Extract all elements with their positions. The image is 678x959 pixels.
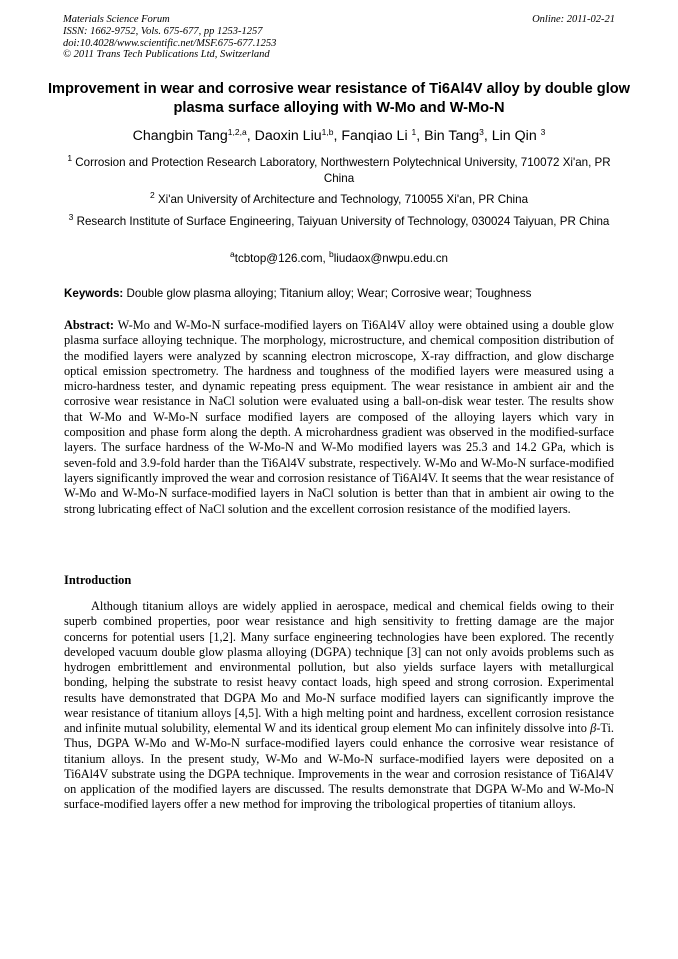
section-heading-introduction: Introduction [64,573,132,587]
online-date: Online: 2011-02-21 [532,14,615,25]
author-separator: , [333,128,342,144]
email-link[interactable]: tcbtop@126.com [234,252,323,265]
paper-title: Improvement in wear and corrosive wear resistance of Ti6Al4V alloy by double glow plasma surface alloying with W-Mo and W-Mo-N [47,81,631,116]
doi-line: doi:10.4028/www.scientific.net/MSF.675-677.1253 [63,37,277,49]
email-link[interactable]: liudaox@nwpu.edu.cn [333,252,448,265]
affiliation-mark: 3 [68,212,74,222]
introduction-paragraph [64,599,614,813]
email-mark: b [329,249,334,259]
email-separator: , [322,252,329,265]
introduction-text-continued: -Ti. Thus, DGPA W-Mo and W-Mo-N surface-modified layers could enhance the corrosive wear resistance of titanium alloys. In the present study, W-Mo and W-Mo-N surface-modified layers were deposited on a Ti6Al4V substrate using the DGPA technique. Improvements in the wear and corrosion resistance of Ti6Al4V on application of the modified layers are discussed. The results demonstrate that DGPA W-Mo and W-Mo-N surface-modified layers offer a new method for improving the tribological properties of titanium alloys. [64,721,614,812]
journal-name: Materials Science Forum [63,14,170,25]
email-mark: a [229,249,235,259]
author-name: Changbin Tang [132,128,228,144]
author-affiliation-mark: 3 [479,127,484,137]
author-name: Bin Tang [424,128,480,144]
abstract-text: W-Mo and W-Mo-N surface-modified layers on Ti6Al4V alloy were obtained using a double glow plasma surface alloying technique. The morphology, microstructure, and chemical composition distribution of the modified layers were analyzed by scanning electron microscope, X-ray diffraction, and glow discharge optical emission spectrometry. The hardness and toughness of the modified layers were measured using a micro-hardness tester, and dynamic repeating press equipment. The wear resistance in ambient air and the corrosive wear resistance in NaCl solution were evaluated using a ball-on-disk wear tester. The results show that W-Mo and W-Mo-N surface modified layers are composed of the alloying layers which vary in composition and phase form along the depth. A microhardness gradient was observed in the modified-surface layers. The surface hardness of the W-Mo-N and W-Mo modified layers was 25.3 and 14.2 GPa, which is seven-fold and 3.9-fold harder than the Ti6Al4V substrate, respectively. W-Mo and W-Mo-N surface-modified layers significantly improved the wear and corrosion resistance of Ti6Al4V. It seems that the wear resistance of W-Mo and W-Mo-N surface-modified layers in NaCl solution is better than that in ambient air owing to the strong lubricating effect of NaCl solution and the excellent corrosion resistance of the modified layers. [64,318,614,516]
affiliation-text: Xi'an University of Architecture and Technology, 710055 Xi'an, PR China [157,193,529,206]
affiliation-mark: 1 [67,153,73,163]
keywords-label: Keywords: [64,287,124,300]
introduction-text: Although titanium alloys are widely applied in aerospace, medical and chemical fields owing to their superb combined properties, poor wear resistance and high sensitivity to fretting damage are the major concerns for potential users [1,2]. Many surface engineering technologies have been explored. The recently developed vacuum double glow plasma alloying (DGPA) technique [3] can not only avoids problems such as hydrogen embrittlement and environmental pollution, but also yields surface layers with metallurgical bonding, helping the substrate to resist heavy contact loads, high speed and strong corrosion. Experimental results have demonstrated that DGPA Mo and Mo-N surface modified layers can significantly improve the wear resistance of titanium alloys [4,5]. With a high melting point and hardness, excellent corrosion resistance and infinite mutual solubility, elemental W and its identical group element Mo can infinitely dissolve into [64,599,614,735]
affiliation [60,214,618,230]
affiliation [60,192,618,208]
affiliation-mark: 2 [149,190,155,200]
affiliation-text: Research Institute of Surface Engineering, Taiyuan University of Technology, 030024 Taiyuan, PR China [76,215,610,228]
author-separator: , [483,128,492,144]
author-affiliation-mark: 1,2,a [227,127,247,137]
author-emails [0,251,678,267]
journal-header [63,14,276,61]
affiliation-text: Corrosion and Protection Research Laboratory, Northwestern Polytechnical University, 710072 Xi'an, PR China [75,156,611,185]
issn-line: ISSN: 1662-9752, Vols. 675-677, pp 1253-1257 [63,25,263,37]
keywords [64,286,624,302]
author-name: Daoxin Liu [254,128,322,144]
abstract [64,318,614,517]
author-separator: , [246,128,255,144]
author-name: Fanqiao Li [341,128,412,144]
author-affiliation-mark: 1,b [321,127,334,137]
author-affiliation-mark: 1 [411,127,417,137]
author-name: Lin Qin [491,128,541,144]
affiliation [60,155,618,187]
author-affiliation-mark: 3 [540,127,546,137]
beta-symbol: β [590,721,597,735]
copyright-line: © 2011 Trans Tech Publications Ltd, Switzerland [63,49,270,61]
author-list [0,127,678,145]
author-separator: , [416,128,425,144]
keywords-text: Double glow plasma alloying; Titanium alloy; Wear; Corrosive wear; Toughness [126,287,532,300]
abstract-label: Abstract: [64,318,115,332]
